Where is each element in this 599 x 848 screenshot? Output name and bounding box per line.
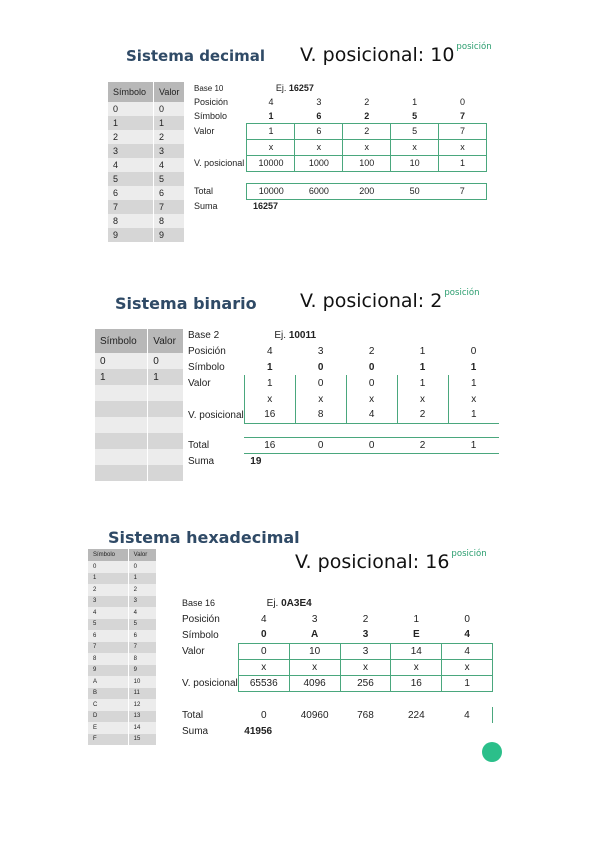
- row-label-suma: Suma: [194, 201, 218, 211]
- vpos-cell: 256: [340, 675, 391, 691]
- example-label: [247, 81, 343, 95]
- pos-cell: 0: [464, 613, 470, 625]
- sym-cell: [95, 465, 148, 481]
- sym-cell: 1: [108, 116, 153, 130]
- total-cell: 200: [343, 183, 391, 199]
- val-cell: 9: [153, 228, 184, 242]
- val-cell: 1: [153, 116, 184, 130]
- binary-symbol-table: [95, 329, 183, 481]
- val-cell: [148, 401, 183, 417]
- example-value: 0A3E4: [281, 597, 312, 609]
- sym-cell: 1: [95, 369, 148, 385]
- vpos-cell: 100: [343, 155, 391, 171]
- base-label: Base 16: [182, 598, 216, 608]
- val-cell: 3: [153, 144, 184, 158]
- val-cell: 11: [128, 688, 156, 700]
- val-cell: 8: [153, 214, 184, 228]
- val-cell: [148, 385, 183, 401]
- val-cell: [148, 449, 183, 465]
- total-cell: 6000: [295, 183, 343, 199]
- val-cell: 7: [128, 642, 156, 654]
- val-cell: 6: [128, 630, 156, 642]
- pos-cell: 4: [260, 613, 267, 625]
- val-cell: 0: [346, 375, 397, 391]
- sym-cell: D: [88, 711, 128, 723]
- example-prefix: Ej.: [275, 83, 287, 93]
- binary-vpos-text: V. posicional: 2: [300, 290, 443, 312]
- pos-cell: 1: [413, 613, 420, 625]
- hex-vpos-sup: posición: [451, 549, 487, 559]
- total-cell: 768: [357, 709, 374, 721]
- val-cell: 14: [128, 722, 156, 734]
- val-cell: 1: [244, 375, 295, 391]
- val-cell: 4: [153, 158, 184, 172]
- val-cell: 15: [128, 734, 156, 746]
- table-row: [108, 172, 184, 186]
- x-cell: x: [391, 659, 442, 675]
- total-cell: 1: [448, 437, 499, 453]
- hex-title: Sistema hexadecimal: [108, 528, 300, 547]
- val-cell: 6: [295, 123, 343, 139]
- val-cell: 6: [153, 186, 184, 200]
- pos-cell: 0: [470, 345, 477, 357]
- sym-cell: 3: [108, 144, 153, 158]
- vpos-cell: 8: [295, 407, 346, 423]
- val-cell: 1: [448, 375, 499, 391]
- suma-value: 41956: [244, 725, 273, 737]
- table-row: [95, 465, 183, 481]
- pos-cell: 2: [368, 345, 375, 357]
- total-cell: 2: [397, 437, 448, 453]
- table-row: [88, 561, 156, 573]
- val-cell: 5: [153, 172, 184, 186]
- sym-cell: 5: [108, 172, 153, 186]
- val-cell: 0: [295, 375, 346, 391]
- val-cell: 10: [128, 676, 156, 688]
- vpos-cell: 10000: [247, 155, 295, 171]
- row-label-vposicional: V. posicional: [188, 409, 244, 421]
- binary-vpos-formula: [300, 290, 480, 312]
- x-cell: x: [448, 391, 499, 407]
- table-row: [95, 433, 183, 449]
- val-cell: 3: [340, 643, 391, 659]
- val-cell: 4: [128, 607, 156, 619]
- vpos-cell: 4096: [289, 675, 340, 691]
- example-prefix: Ej.: [266, 597, 279, 609]
- row-label-total: Total: [188, 439, 210, 451]
- table-row: [88, 607, 156, 619]
- table-row: [88, 584, 156, 596]
- val-cell: 7: [439, 123, 487, 139]
- col-valor: Valor: [148, 329, 183, 353]
- row-label-vposicional: V. posicional: [194, 158, 245, 168]
- val-cell: 14: [391, 643, 442, 659]
- val-cell: 1: [148, 369, 183, 385]
- sym-cell: 0: [108, 102, 153, 116]
- val-cell: 2: [153, 130, 184, 144]
- decimal-symbol-table: [108, 82, 184, 242]
- val-cell: [148, 417, 183, 433]
- table-row: [95, 417, 183, 433]
- vpos-cell: 2: [397, 407, 448, 423]
- row-label-valor: Valor: [188, 377, 211, 389]
- col-valor: Valor: [128, 549, 156, 561]
- table-row: [88, 722, 156, 734]
- sym-cell: 4: [464, 629, 470, 641]
- sym-cell: 1: [419, 361, 426, 373]
- row-label-total: Total: [182, 709, 204, 721]
- total-cell: 50: [391, 183, 439, 199]
- sym-cell: C: [88, 699, 128, 711]
- val-cell: 5: [128, 619, 156, 631]
- table-row: [108, 130, 184, 144]
- val-cell: [148, 433, 183, 449]
- sym-cell: 7: [88, 642, 128, 654]
- row-label-suma: Suma: [182, 725, 209, 737]
- table-row: [108, 158, 184, 172]
- col-simbolo: Símbolo: [108, 82, 153, 102]
- table-row: [108, 102, 184, 116]
- table-row: [88, 676, 156, 688]
- pos-cell: 2: [362, 613, 369, 625]
- val-cell: 4: [442, 643, 493, 659]
- sym-cell: [95, 433, 148, 449]
- total-cell: 224: [407, 709, 425, 721]
- hex-symbol-table: [88, 549, 156, 745]
- total-cell: 10000: [247, 183, 295, 199]
- total-cell: 0: [260, 709, 267, 721]
- val-cell: [148, 465, 183, 481]
- table-row: [108, 144, 184, 158]
- sym-cell: E: [88, 722, 128, 734]
- table-row: [88, 699, 156, 711]
- hex-vpos-text: V. posicional: 16: [295, 551, 450, 573]
- pos-cell: 0: [460, 97, 466, 107]
- hex-vpos-formula: [295, 551, 487, 573]
- binary-grid: [186, 327, 499, 469]
- col-simbolo: Símbolo: [88, 549, 128, 561]
- row-label-posicion: Posición: [188, 345, 226, 357]
- pos-cell: 3: [316, 97, 322, 107]
- decimal-grid: [192, 81, 487, 213]
- vpos-cell: 65536: [238, 675, 289, 691]
- table-row: [88, 665, 156, 677]
- sym-cell: 2: [364, 110, 370, 121]
- table-row: [88, 619, 156, 631]
- sym-cell: 0: [317, 361, 324, 373]
- base-label: Base 10: [194, 83, 224, 93]
- sym-cell: 4: [88, 607, 128, 619]
- table-row: [88, 653, 156, 665]
- table-row: [95, 369, 183, 385]
- sym-cell: F: [88, 734, 128, 746]
- sym-cell: [95, 449, 148, 465]
- row-label-simbolo: Símbolo: [194, 111, 228, 121]
- x-cell: x: [340, 659, 391, 675]
- pos-cell: 3: [317, 345, 324, 357]
- x-cell: x: [346, 391, 397, 407]
- table-row: [108, 228, 184, 242]
- total-cell: 40960: [300, 709, 329, 721]
- sym-cell: 7: [460, 110, 466, 121]
- row-label-suma: Suma: [188, 455, 215, 467]
- val-cell: 1: [247, 123, 295, 139]
- total-cell: 7: [439, 183, 487, 199]
- x-cell: x: [343, 139, 391, 155]
- binary-vpos-sup: posición: [444, 288, 480, 298]
- table-row: [88, 630, 156, 642]
- table-row: [88, 711, 156, 723]
- table-row: [108, 200, 184, 214]
- x-cell: x: [397, 391, 448, 407]
- total-cell: 0: [295, 437, 346, 453]
- val-cell: 0: [238, 643, 289, 659]
- sym-cell: B: [88, 688, 128, 700]
- table-row: [95, 385, 183, 401]
- val-cell: 1: [128, 573, 156, 585]
- sym-cell: 9: [108, 228, 153, 242]
- example-value: 16257: [288, 83, 314, 93]
- total-cell: 0: [346, 437, 397, 453]
- sym-cell: 3: [88, 596, 128, 608]
- table-row: [95, 401, 183, 417]
- decimal-title: Sistema decimal: [126, 47, 266, 65]
- val-cell: 0: [153, 102, 184, 116]
- example-label: [244, 327, 346, 343]
- sym-cell: 6: [316, 110, 322, 121]
- suma-value: 16257: [252, 201, 279, 212]
- pos-cell: 4: [266, 345, 273, 357]
- vpos-cell: 16: [391, 675, 442, 691]
- x-cell: x: [244, 391, 295, 407]
- table-row: [88, 642, 156, 654]
- pos-cell: 3: [311, 613, 318, 625]
- sym-cell: 1: [266, 361, 273, 373]
- x-cell: x: [295, 139, 343, 155]
- pos-cell: 1: [419, 345, 426, 357]
- pos-cell: 2: [364, 97, 370, 107]
- sym-cell: 8: [88, 653, 128, 665]
- val-cell: 0: [128, 561, 156, 573]
- x-cell: x: [295, 391, 346, 407]
- sym-cell: [95, 385, 148, 401]
- row-label-vposicional: V. posicional: [182, 677, 238, 689]
- table-row: [95, 449, 183, 465]
- hex-grid: [180, 595, 493, 739]
- row-label-posicion: Posición: [182, 613, 220, 625]
- decimal-vpos-sup: posición: [456, 42, 492, 52]
- val-cell: 10: [289, 643, 340, 659]
- x-cell: x: [442, 659, 493, 675]
- sym-cell: 1: [88, 573, 128, 585]
- x-cell: x: [247, 139, 295, 155]
- val-cell: 1: [397, 375, 448, 391]
- scroll-indicator-dot[interactable]: [482, 742, 502, 762]
- val-cell: 7: [153, 200, 184, 214]
- table-row: [88, 573, 156, 585]
- val-cell: 0: [148, 353, 183, 369]
- sym-cell: 1: [470, 361, 477, 373]
- sym-cell: 0: [368, 361, 375, 373]
- vpos-cell: 1: [448, 407, 499, 423]
- table-row: [108, 116, 184, 130]
- col-simbolo: Símbolo: [95, 329, 148, 353]
- val-cell: 3: [128, 596, 156, 608]
- val-cell: 5: [391, 123, 439, 139]
- table-row: [88, 688, 156, 700]
- sym-cell: 0: [88, 561, 128, 573]
- sym-cell: [95, 417, 148, 433]
- example-value: 10011: [288, 329, 317, 341]
- sym-cell: 4: [108, 158, 153, 172]
- example-label: [238, 595, 340, 611]
- row-label-valor: Valor: [182, 645, 205, 657]
- pos-cell: 1: [412, 97, 418, 107]
- decimal-vpos-formula: [300, 44, 492, 66]
- val-cell: 13: [128, 711, 156, 723]
- sym-cell: A: [88, 676, 128, 688]
- x-cell: x: [391, 139, 439, 155]
- vpos-cell: 1: [442, 675, 493, 691]
- sym-cell: E: [412, 629, 420, 641]
- vpos-cell: 10: [391, 155, 439, 171]
- vpos-cell: 1000: [295, 155, 343, 171]
- x-cell: x: [238, 659, 289, 675]
- table-row: [95, 353, 183, 369]
- sym-cell: 1: [268, 110, 274, 121]
- sym-cell: 2: [108, 130, 153, 144]
- sym-cell: 5: [88, 619, 128, 631]
- sym-cell: 2: [88, 584, 128, 596]
- sym-cell: 3: [362, 629, 369, 641]
- row-label-simbolo: Símbolo: [188, 361, 225, 373]
- total-cell: 4: [442, 707, 493, 723]
- base-label: Base 2: [188, 329, 220, 341]
- val-cell: 9: [128, 665, 156, 677]
- val-cell: 8: [128, 653, 156, 665]
- table-row: [108, 186, 184, 200]
- pos-cell: 4: [268, 97, 274, 107]
- vpos-cell: 1: [439, 155, 487, 171]
- sym-cell: [95, 401, 148, 417]
- decimal-vpos-text: V. posicional: 10: [300, 44, 455, 66]
- row-label-posicion: Posición: [194, 97, 229, 107]
- vpos-cell: 16: [244, 407, 295, 423]
- vpos-cell: 4: [346, 407, 397, 423]
- sym-cell: 0: [260, 629, 267, 641]
- val-cell: 2: [343, 123, 391, 139]
- sym-cell: 9: [88, 665, 128, 677]
- table-row: [88, 734, 156, 746]
- val-cell: 2: [128, 584, 156, 596]
- row-label-total: Total: [194, 186, 214, 196]
- binary-title: Sistema binario: [115, 294, 257, 313]
- row-label-simbolo: Símbolo: [182, 629, 219, 641]
- row-label-valor: Valor: [194, 126, 215, 136]
- suma-value: 19: [250, 455, 262, 467]
- sym-cell: 6: [108, 186, 153, 200]
- x-cell: x: [439, 139, 487, 155]
- x-cell: x: [289, 659, 340, 675]
- sym-cell: 7: [108, 200, 153, 214]
- sym-cell: A: [311, 629, 319, 641]
- table-row: [108, 214, 184, 228]
- total-cell: 16: [244, 437, 295, 453]
- table-row: [88, 596, 156, 608]
- col-valor: Valor: [153, 82, 184, 102]
- val-cell: 12: [128, 699, 156, 711]
- sym-cell: 5: [412, 110, 418, 121]
- sym-cell: 0: [95, 353, 148, 369]
- example-prefix: Ej.: [274, 329, 287, 341]
- sym-cell: 6: [88, 630, 128, 642]
- sym-cell: 8: [108, 214, 153, 228]
